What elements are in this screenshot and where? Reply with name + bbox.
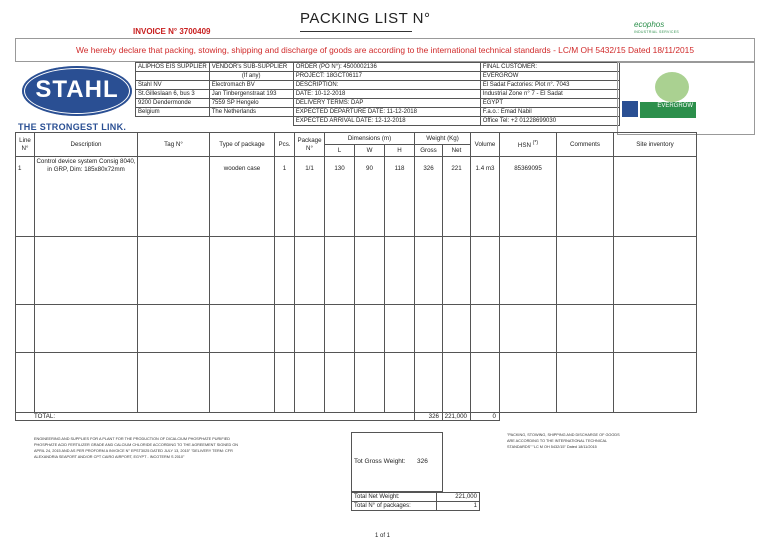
page-title: PACKING LIST N° xyxy=(300,10,431,27)
cell-site xyxy=(614,157,697,237)
cell-comments xyxy=(557,157,614,237)
total-row xyxy=(16,413,697,421)
supplier-city: 9200 Dendermonde xyxy=(136,99,210,108)
order-date: DATE: 10-12-2018 xyxy=(293,90,480,99)
cell-volume: 1.4 m3 xyxy=(471,157,500,237)
customer-address: El Sadat Factories: Plot n°. 7043 xyxy=(480,81,619,90)
vendor-name: Electromach BV xyxy=(209,81,293,90)
stahl-slogan: THE STRONGEST LINK. xyxy=(18,122,127,132)
summary-table xyxy=(351,492,480,511)
packages-value: 1 xyxy=(437,502,480,511)
customer-phone: Office Tel: +2 01228699030 xyxy=(480,117,619,126)
cell-l: 130 xyxy=(325,157,355,237)
declaration-banner: We hereby declare that packing, stowing, shipping and discharge of goods are according to the international technical standards - LC/M OH 5432/15 Dated 18/11/2015 xyxy=(15,38,755,62)
packing-table xyxy=(15,132,697,421)
empty-row xyxy=(16,305,697,353)
vendor-label: VENDOR's SUB-SUPPLIER xyxy=(209,63,293,72)
net-weight-value: 221,000 xyxy=(437,493,480,502)
footnote-right: "PACKING, STOWING, SHIPPING AND DISCHARGE OF GOODS ARE ACCORDING TO THE INTERNATIONAL TECHNICAL STANDARDS" "LC M OH 5432/15" Dated 18/11/2015 xyxy=(507,433,620,449)
col-hsn-sup: (*) xyxy=(532,139,539,146)
evergrow-logo-box xyxy=(617,62,755,135)
empty-cell xyxy=(209,117,293,126)
evergrow-logo: EVERGROW xyxy=(640,102,696,118)
cell-gross: 326 xyxy=(415,157,443,237)
customer-name: EVERGROW xyxy=(480,72,619,81)
col-comments: Comments xyxy=(557,133,614,157)
col-weight: Weight (Kg) xyxy=(415,133,471,145)
total-net: 221,000 xyxy=(443,413,471,421)
empty-row xyxy=(16,353,697,413)
cell-description: Control device system Consig 8040, in GRP, Dim: 185x80x72mm xyxy=(35,157,138,237)
empty-cell xyxy=(136,117,210,126)
supplier-country: Belgium xyxy=(136,108,210,117)
col-w: W xyxy=(355,145,385,157)
net-weight-label: Total Net Weight: xyxy=(352,493,437,502)
arrival-date: EXPECTED ARRIVAL DATE: 12-12-2018 xyxy=(293,117,480,126)
supplier-line xyxy=(136,72,210,81)
cell-h: 118 xyxy=(385,157,415,237)
title-underline xyxy=(300,31,412,32)
ecophos-logo: ecophos xyxy=(634,20,665,29)
customer-contact: F.a.o.: Emad Nabil xyxy=(480,108,619,117)
ecophos-logo-subtitle: INDUSTRIAL SERVICES xyxy=(634,30,679,34)
cell-package: 1/1 xyxy=(295,157,325,237)
vendor-line: (If any) xyxy=(209,72,293,81)
header-info-table xyxy=(135,62,620,126)
cell-net: 221 xyxy=(443,157,471,237)
col-package: Package N° xyxy=(295,133,325,157)
page-number: 1 of 1 xyxy=(375,533,391,539)
cell-type: wooden case xyxy=(210,157,275,237)
project: PROJECT: 18GCT06117 xyxy=(293,72,480,81)
customer-zone: Industrial Zone n° 7 - El Sadat xyxy=(480,90,619,99)
tree-icon xyxy=(655,72,689,102)
cell-w: 90 xyxy=(355,157,385,237)
table-row xyxy=(16,157,697,237)
packages-label: Total N° of packages: xyxy=(352,502,437,511)
col-description: Description xyxy=(35,133,138,157)
empty-row xyxy=(16,237,697,305)
cell-hsn: 85369095 xyxy=(500,157,557,237)
stahl-logo-text: STAHL xyxy=(35,76,119,103)
col-gross: Gross xyxy=(415,145,443,157)
customer-label: FINAL CUSTOMER: xyxy=(480,63,619,72)
footnote-left: ENGINEERING AND SUPPLIES FOR A PLANT FOR THE PRODUCTION OF DICALCIUM PHOSPHATE PURIFIED PHOSPHATE ACID FERTILIZER GRADE AND CALCIUM CHLORIDE ACCORDING TO THE AGREEMENT SIGNED ON APRIL 24, 2015 AND AS PER PROFORM A INVOICE N° EPST3025 DATED JULY 13, 2015" "DELIVERY TERM: CFR ALEXANDRIA SEAPORT AND/OR CPT CAIRO AIRPORT, EGYPT - INCOTERM S 2010" xyxy=(34,437,239,459)
col-pcs: Pcs. xyxy=(275,133,295,157)
col-hsn xyxy=(500,133,557,157)
col-line: Line N° xyxy=(16,133,35,157)
cell-pcs: 1 xyxy=(275,157,295,237)
order-description: DESCRIPTION: xyxy=(293,81,480,90)
cell-tag xyxy=(138,157,210,237)
vendor-country: The Netherlands xyxy=(209,108,293,117)
gross-weight-value: 326 xyxy=(417,458,428,465)
col-volume: Volume xyxy=(471,133,500,157)
invoice-number: INVOICE N° 3700409 xyxy=(133,27,211,36)
gross-weight-label: Tot Gross Weight: xyxy=(354,458,406,465)
col-hsn-label: HSN xyxy=(517,142,531,150)
supplier-street: St.Gilleslaan 6, bus 3 xyxy=(136,90,210,99)
col-net: Net xyxy=(443,145,471,157)
total-volume: 0 xyxy=(471,413,500,421)
vendor-street: Jan Tinbergenstraat 193 xyxy=(209,90,293,99)
customer-country: EGYPT xyxy=(480,99,619,108)
col-h: H xyxy=(385,145,415,157)
col-l: L xyxy=(325,145,355,157)
col-type: Type of package xyxy=(210,133,275,157)
supplier-label: ALIPHOS EIS SUPPLIER xyxy=(136,63,210,72)
col-dimensions: Dimensions (m) xyxy=(325,133,415,145)
supplier-name: Stahl NV xyxy=(136,81,210,90)
delivery-terms: DELIVERY TERMS: DAP xyxy=(293,99,480,108)
col-tag: Tag N° xyxy=(138,133,210,157)
vendor-city: 7559 SP Hengelo xyxy=(209,99,293,108)
col-site: Site inventory xyxy=(614,133,697,157)
cell-line: 1 xyxy=(16,157,35,237)
order-number: ORDER (PO N°): 4500002136 xyxy=(293,63,480,72)
departure-date: EXPECTED DEPARTURE DATE: 11-12-2018 xyxy=(293,108,480,117)
total-label: TOTAL: xyxy=(16,413,415,421)
shield-icon xyxy=(622,101,638,117)
total-gross: 326 xyxy=(415,413,443,421)
